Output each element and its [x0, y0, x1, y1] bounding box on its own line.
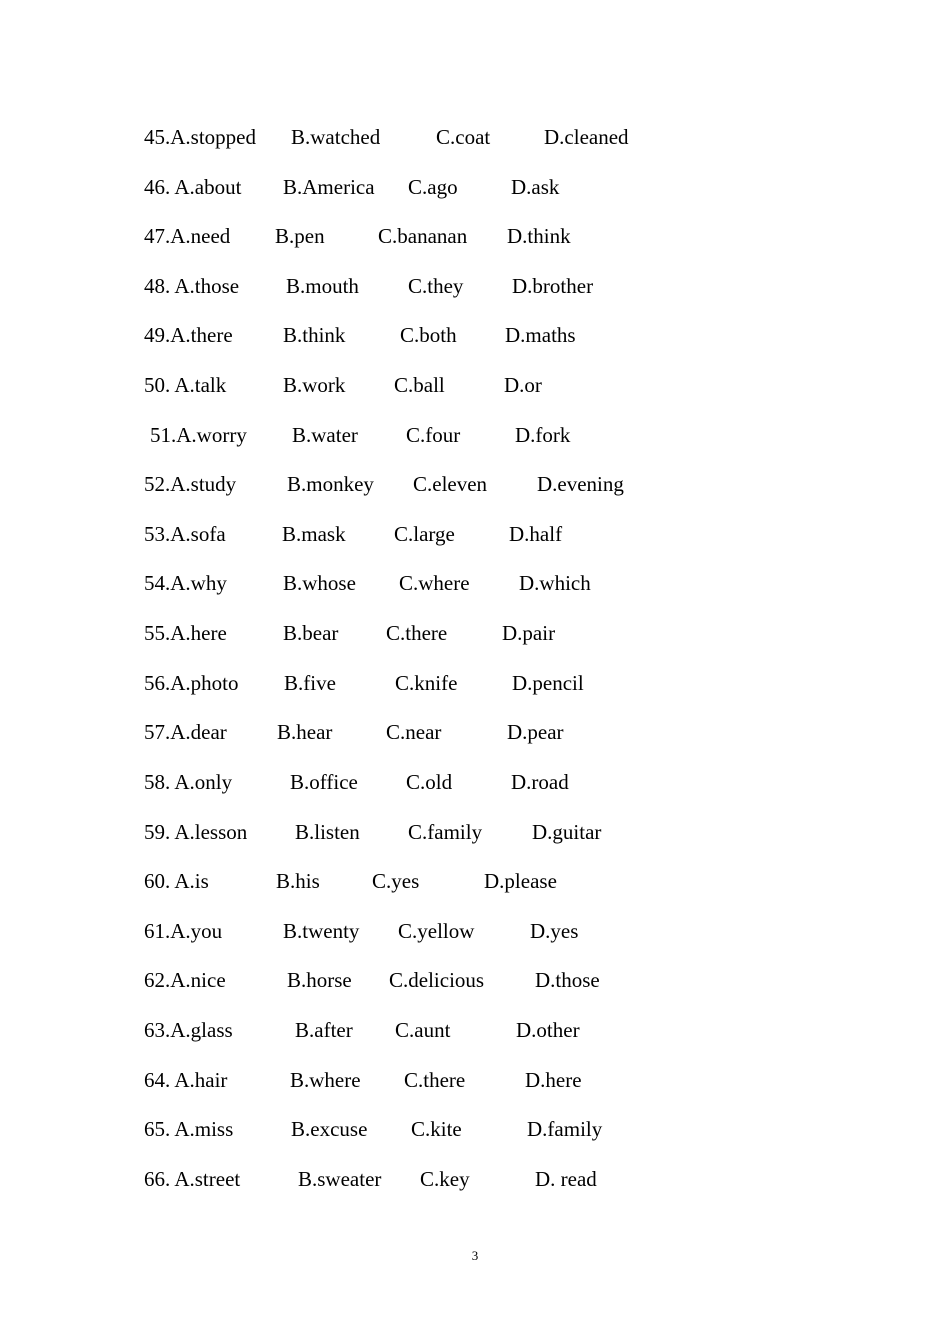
option-b: B.excuse	[291, 1117, 368, 1141]
option-a: A.miss	[174, 1117, 234, 1141]
option-c: C.ago	[408, 175, 458, 199]
option-c: C.knife	[395, 671, 458, 695]
option-b: B.five	[284, 671, 336, 695]
question-number: 62.	[144, 968, 171, 992]
option-c: C.key	[420, 1167, 470, 1191]
option-c: C.large	[394, 522, 455, 546]
option-a: A.there	[170, 323, 233, 347]
option-c: C.both	[400, 323, 457, 347]
question-number: 58.	[144, 770, 175, 794]
option-b: B.work	[283, 373, 346, 397]
question-number: 60.	[144, 869, 175, 893]
question-number: 57.	[144, 720, 171, 744]
question-number-and-option-a	[144, 618, 227, 648]
option-c: C.there	[386, 621, 448, 645]
option-c: C.eleven	[413, 472, 488, 496]
option-b: B.hear	[277, 720, 333, 744]
option-b: B.whose	[283, 571, 356, 595]
question-55	[0, 618, 950, 648]
question-number: 45.	[144, 125, 171, 149]
option-d: D.yes	[530, 919, 579, 943]
option-d: D.brother	[512, 274, 594, 298]
option-a: A.stopped	[170, 125, 256, 149]
question-number-and-option-a	[144, 1065, 227, 1095]
question-number: 54.	[144, 571, 171, 595]
option-b: B.America	[283, 175, 375, 199]
option-c: C.kite	[411, 1117, 462, 1141]
option-c: C.family	[408, 820, 483, 844]
option-c: C.yes	[372, 869, 420, 893]
question-number-and-option-a	[150, 420, 247, 450]
option-a: A.lesson	[174, 820, 248, 844]
question-64	[0, 1065, 950, 1095]
question-number: 61.	[144, 919, 171, 943]
question-58	[0, 767, 950, 797]
option-a: A.hair	[174, 1068, 228, 1092]
option-c: C.four	[406, 423, 461, 447]
option-d: D.think	[507, 224, 571, 248]
option-a: A.study	[170, 472, 237, 496]
question-48	[0, 271, 950, 301]
option-a: A.sofa	[170, 522, 226, 546]
question-number-and-option-a	[144, 717, 227, 747]
question-number-and-option-a	[144, 916, 222, 946]
option-a: A.why	[170, 571, 227, 595]
option-b: B.after	[295, 1018, 353, 1042]
question-number: 47.	[144, 224, 171, 248]
question-54	[0, 568, 950, 598]
option-c: C.aunt	[395, 1018, 451, 1042]
question-number-and-option-a	[144, 817, 247, 847]
question-63	[0, 1015, 950, 1045]
question-number: 55.	[144, 621, 171, 645]
option-d: D.cleaned	[544, 125, 629, 149]
option-d: D.guitar	[532, 820, 602, 844]
option-d: D.those	[535, 968, 600, 992]
option-d: D.pencil	[512, 671, 584, 695]
option-b: B.listen	[295, 820, 360, 844]
question-number-and-option-a	[144, 668, 239, 698]
option-d: D.ask	[511, 175, 560, 199]
question-number-and-option-a	[144, 122, 256, 152]
option-d: D.evening	[537, 472, 624, 496]
question-59	[0, 817, 950, 847]
question-number-and-option-a	[144, 370, 226, 400]
option-a: A.worry	[176, 423, 247, 447]
question-66	[0, 1164, 950, 1194]
option-d: D. read	[535, 1167, 597, 1191]
option-c: C.where	[399, 571, 470, 595]
option-b: B.his	[276, 869, 320, 893]
question-56	[0, 668, 950, 698]
option-b: B.pen	[275, 224, 325, 248]
question-46	[0, 172, 950, 202]
question-number: 50.	[144, 373, 175, 397]
option-c: C.they	[408, 274, 464, 298]
option-a: A.is	[174, 869, 209, 893]
question-52	[0, 469, 950, 499]
question-number: 56.	[144, 671, 171, 695]
option-b: B.monkey	[287, 472, 374, 496]
question-61	[0, 916, 950, 946]
option-b: B.bear	[283, 621, 339, 645]
question-number: 65.	[144, 1117, 175, 1141]
question-47	[0, 221, 950, 251]
question-number-and-option-a	[144, 172, 241, 202]
question-number-and-option-a	[144, 519, 226, 549]
question-number: 46.	[144, 175, 175, 199]
option-d: D.maths	[505, 323, 576, 347]
option-c: C.yellow	[398, 919, 475, 943]
option-d: D.here	[525, 1068, 582, 1092]
question-number-and-option-a	[144, 767, 232, 797]
option-a: A.here	[170, 621, 227, 645]
question-number-and-option-a	[144, 1114, 233, 1144]
option-b: B.horse	[287, 968, 352, 992]
option-b: B.mouth	[286, 274, 359, 298]
question-number-and-option-a	[144, 866, 209, 896]
option-c: C.ball	[394, 373, 445, 397]
option-a: A.need	[170, 224, 231, 248]
option-d: D.half	[509, 522, 563, 546]
question-number-and-option-a	[144, 1015, 233, 1045]
option-a: A.only	[174, 770, 233, 794]
question-number: 51.	[150, 423, 177, 447]
option-d: D.pair	[502, 621, 556, 645]
option-a: A.photo	[170, 671, 239, 695]
question-number: 59.	[144, 820, 175, 844]
option-c: C.delicious	[389, 968, 485, 992]
question-number: 49.	[144, 323, 171, 347]
question-57	[0, 717, 950, 747]
option-d: D.or	[504, 373, 542, 397]
question-number-and-option-a	[144, 320, 233, 350]
option-c: C.near	[386, 720, 442, 744]
option-d: D.road	[511, 770, 569, 794]
option-a: A.glass	[170, 1018, 233, 1042]
question-45	[0, 122, 950, 152]
option-a: A.nice	[170, 968, 226, 992]
option-b: B.office	[290, 770, 358, 794]
question-62	[0, 965, 950, 995]
option-b: B.where	[290, 1068, 361, 1092]
option-d: D.family	[527, 1117, 603, 1141]
question-65	[0, 1114, 950, 1144]
option-b: B.mask	[282, 522, 346, 546]
question-number-and-option-a	[144, 1164, 240, 1194]
option-b: B.water	[292, 423, 358, 447]
option-a: A.those	[174, 274, 240, 298]
option-a: A.you	[170, 919, 223, 943]
option-a: A.talk	[174, 373, 227, 397]
question-number: 52.	[144, 472, 171, 496]
option-c: C.old	[406, 770, 453, 794]
question-number-and-option-a	[144, 271, 239, 301]
option-c: C.there	[404, 1068, 466, 1092]
option-b: B.twenty	[283, 919, 360, 943]
question-number: 53.	[144, 522, 171, 546]
question-number: 63.	[144, 1018, 171, 1042]
option-d: D.pear	[507, 720, 564, 744]
page-number: 3	[471, 1248, 479, 1263]
option-c: C.coat	[436, 125, 491, 149]
option-a: A.street	[174, 1167, 241, 1191]
option-c: C.bananan	[378, 224, 468, 248]
question-number: 64.	[144, 1068, 175, 1092]
question-number-and-option-a	[144, 469, 236, 499]
option-b: B.watched	[291, 125, 381, 149]
option-a: A.dear	[170, 720, 227, 744]
option-d: D.other	[516, 1018, 580, 1042]
question-number-and-option-a	[144, 965, 226, 995]
question-51	[0, 420, 950, 450]
question-53	[0, 519, 950, 549]
option-d: D.which	[519, 571, 591, 595]
option-d: D.please	[484, 869, 557, 893]
option-b: B.sweater	[298, 1167, 382, 1191]
question-50	[0, 370, 950, 400]
question-number: 66.	[144, 1167, 175, 1191]
question-number-and-option-a	[144, 568, 227, 598]
question-number: 48.	[144, 274, 175, 298]
option-d: D.fork	[515, 423, 571, 447]
option-a: A.about	[174, 175, 242, 199]
question-49	[0, 320, 950, 350]
question-number-and-option-a	[144, 221, 230, 251]
option-b: B.think	[283, 323, 346, 347]
question-60	[0, 866, 950, 896]
